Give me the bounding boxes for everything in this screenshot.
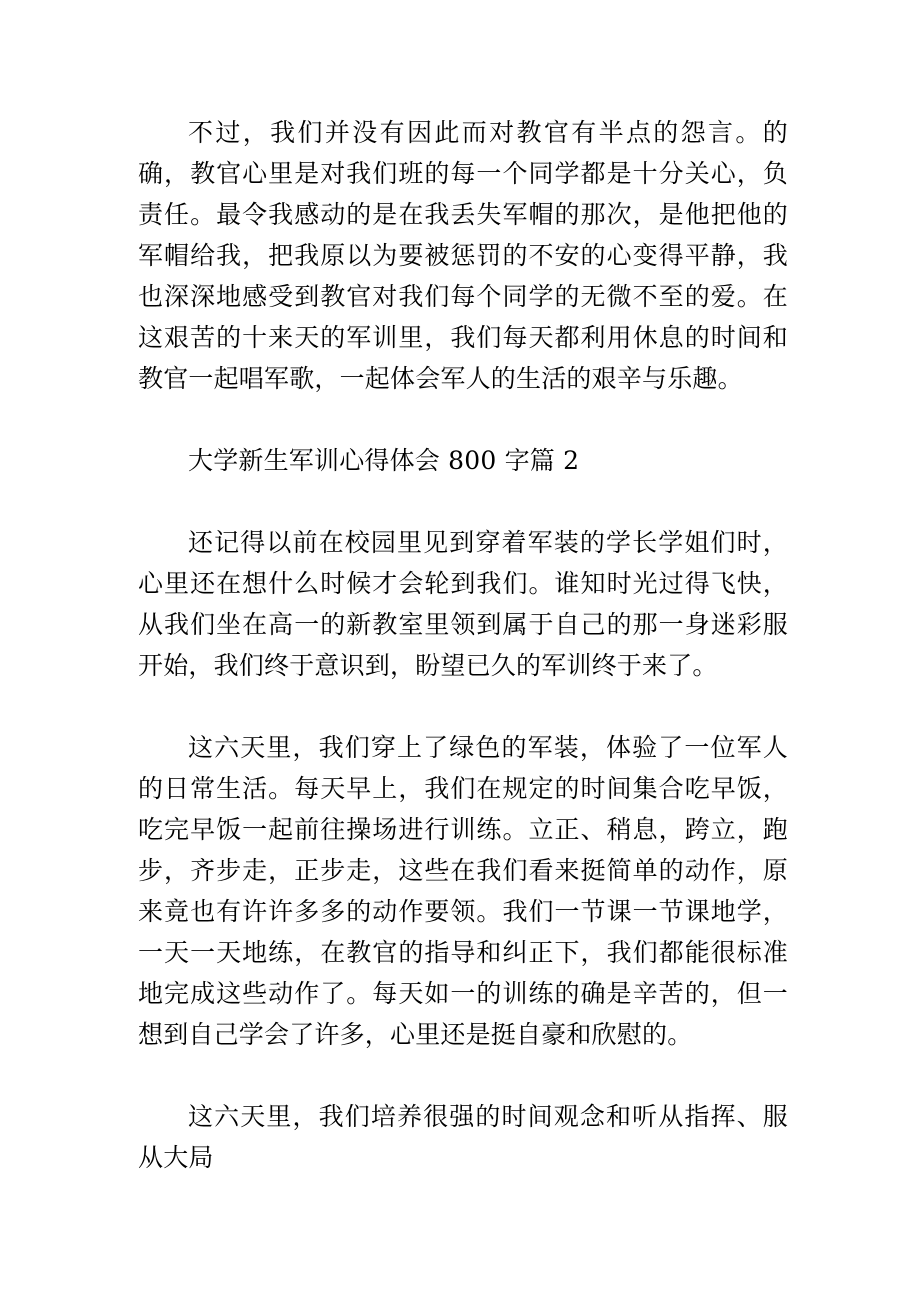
paragraph-instructor-care: 不过，我们并没有因此而对教官有半点的怨言。的确，教官心里是对我们班的每一个同学都是十分关心，负责任。最令我感动的是在我丢失军帽的那次，是他把他的军帽给我，把我原以为要被惩罚的不安的心变得平静，我也深深地感受到教官对我们每个同学的无微不至的爱。在这艰苦的十来天的军训里，我们每天都利用休息的时间和教官一起唱军歌，一起体会军人的生活的艰辛与乐趣。 xyxy=(138,118,788,393)
paragraph-daily-training: 这六天里，我们穿上了绿色的军装，体验了一位军人的日常生活。每天早上，我们在规定的时间集合吃早饭，吃完早饭一起前往操场进行训练。立正、稍息，跨立，跑步，齐步走，正步走，这些在我们看来挺简单的动作，原来竟也有许许多多的动作要领。我们一节课一节课地学，一天一天地练，在教官的指导和纠正下，我们都能很标准地完成这些动作了。每天如一的训练的确是辛苦的，但一想到自己学会了许多，心里还是挺自豪和欣慰的。 xyxy=(138,733,788,1049)
section-heading: 大学新生军训心得体会 800 字篇 2 xyxy=(188,446,580,475)
document-body xyxy=(138,112,788,1219)
paragraph-time-discipline: 这六天里，我们培养很强的时间观念和听从指挥、服从大局 xyxy=(138,1102,788,1172)
paragraph-anticipation: 还记得以前在校园里见到穿着军装的学长学姐们时，心里还在想什么时候才会轮到我们。谁知时光过得飞快，从我们坐在高一的新教室里领到属于自己的那一身迷彩服开始，我们终于意识到，盼望已久的军训终于来了。 xyxy=(138,528,788,680)
